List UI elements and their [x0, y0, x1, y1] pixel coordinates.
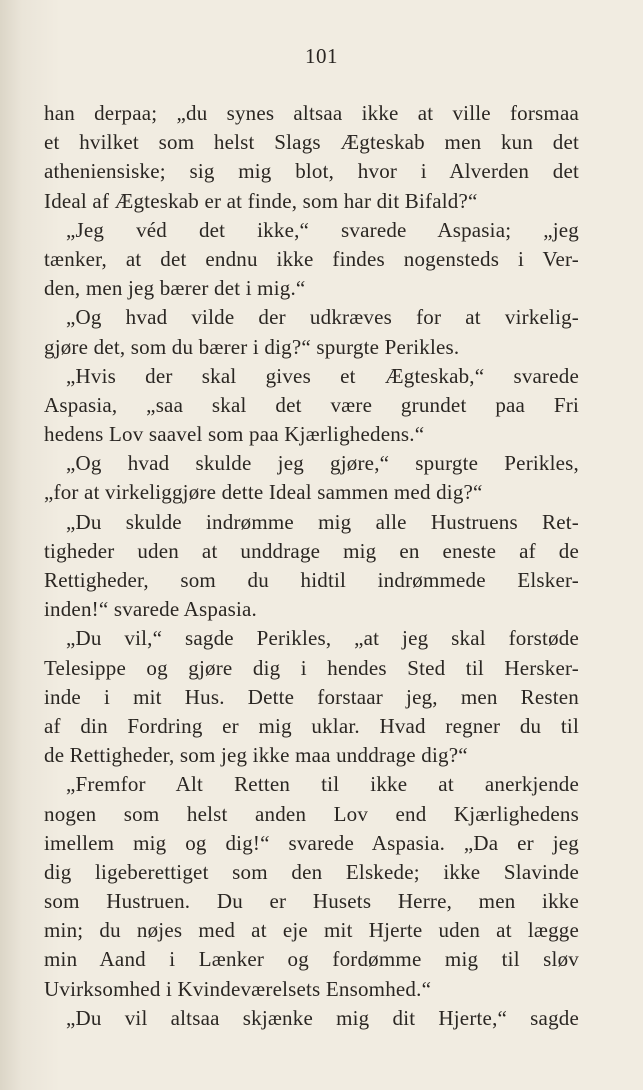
text-line: „Fremfor Alt Retten til ikke at anerkjende — [66, 772, 579, 797]
text-line: hedens Lov saavel som paa Kjærlighedens.“ — [44, 422, 425, 447]
text-line: „Jeg véd det ikke,“ svarede Aspasia; „jeg — [66, 217, 579, 242]
page-number: 101 — [305, 44, 338, 68]
text-line: den, men jeg bærer det i mig.“ — [44, 276, 306, 301]
text-line: Uvirksomhed i Kvindeværelsets Ensomhed.“ — [44, 976, 432, 1001]
text-line: min Aand i Lænker og fordømme mig til sløv — [44, 947, 579, 972]
text-line: dig ligeberettiget som den Elskede; ikke Slavinde — [44, 859, 579, 884]
text-line: gjøre det, som du bærer i dig?“ spurgte Perikles. — [44, 334, 460, 359]
text-line: de Rettigheder, som jeg ikke maa unddrage dig?“ — [44, 743, 468, 768]
text-line: som Hustruen. Du er Husets Herre, men ikke — [44, 889, 579, 914]
text-line: imellem mig og dig!“ svarede Aspasia. „Da er jeg — [44, 830, 579, 855]
text-line: „for at virkeliggjøre dette Ideal sammen med dig?“ — [44, 480, 483, 505]
text-line: nogen som helst anden Lov end Kjærlighedens — [44, 801, 579, 826]
text-line: tigheder uden at unddrage mig en eneste af de — [44, 538, 579, 563]
text-line: inden!“ svarede Aspasia. — [44, 597, 257, 622]
text-line: Rettigheder, som du hidtil indrømmede Elsker- — [44, 568, 579, 592]
body-text — [44, 99, 579, 1033]
text-line: Ideal af Ægteskab er at finde, som har dit Bifald?“ — [44, 188, 478, 213]
text-line: inde i mit Hus. Dette forstaar jeg, men Resten — [44, 684, 579, 709]
text-line: et hvilket som helst Slags Ægteskab men kun det — [44, 130, 579, 155]
text-line: af din Fordring er mig uklar. Hvad regner du til — [44, 713, 579, 738]
text-line: „Du vil altsaa skjænke mig dit Hjerte,“ sagde — [66, 1005, 579, 1030]
text-line: tænker, at det endnu ikke findes nogensteds i Ver- — [44, 246, 579, 271]
text-line: „Og hvad skulde jeg gjøre,“ spurgte Perikles, — [66, 451, 579, 476]
text-line: Aspasia, „saa skal det være grundet paa Fri — [44, 392, 579, 417]
text-line: „Du vil,“ sagde Perikles, „at jeg skal forstøde — [66, 626, 579, 651]
text-line: „Hvis der skal gives et Ægteskab,“ svarede — [66, 363, 579, 388]
text-line: han derpaa; „du synes altsaa ikke at ville forsmaa — [44, 101, 579, 125]
text-line: min; du nøjes med at eje mit Hjerte uden at lægge — [44, 918, 579, 943]
text-line: atheniensiske; sig mig blot, hvor i Alverden det — [44, 159, 579, 184]
text-line: „Og hvad vilde der udkræves for at virkelig- — [66, 305, 579, 330]
text-line: Telesippe og gjøre dig i hendes Sted til Hersker- — [44, 655, 579, 680]
text-line: „Du skulde indrømme mig alle Hustruens Ret- — [66, 509, 579, 534]
